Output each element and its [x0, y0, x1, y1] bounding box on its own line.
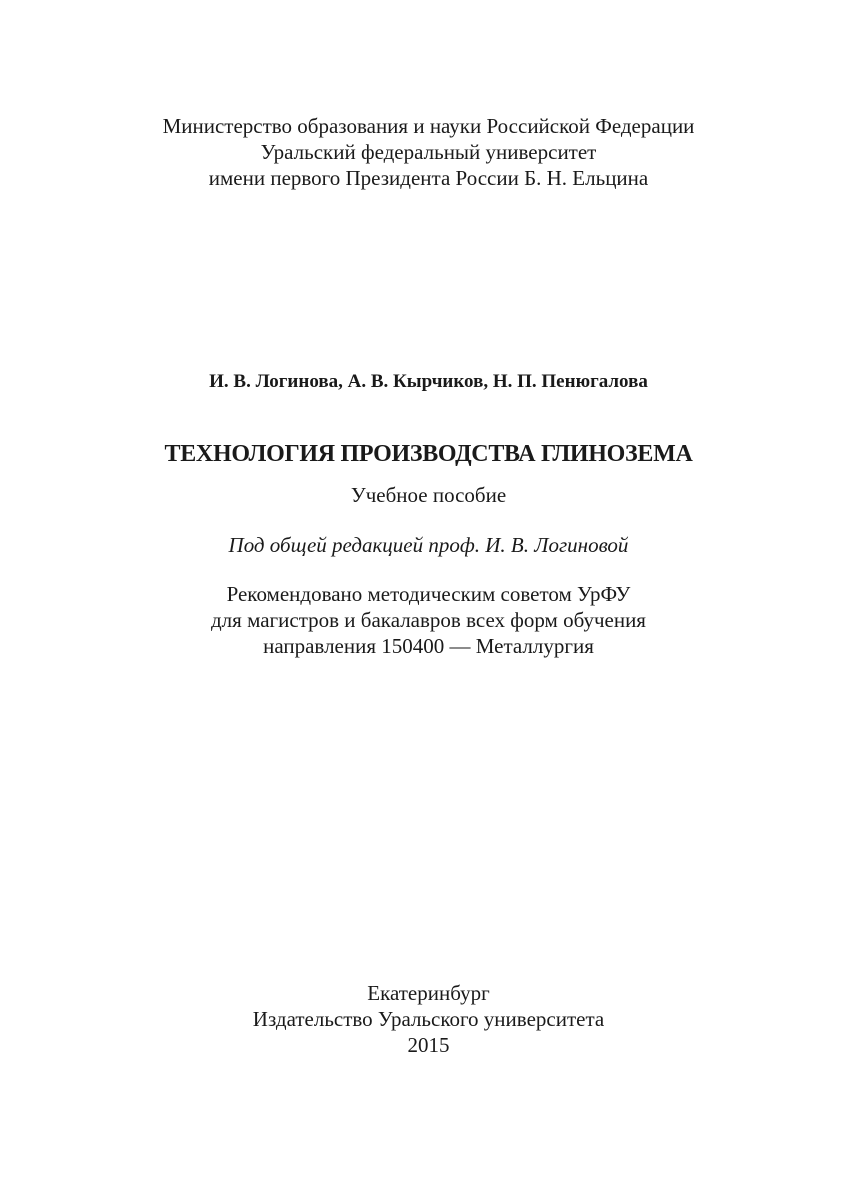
book-subtitle-text: Учебное пособие: [350, 483, 507, 507]
institution-header: [0, 113, 857, 191]
recommendation: [0, 581, 857, 659]
recommendation-line-3: направления 150400 — Металлургия: [263, 634, 594, 658]
recommendation-line-1: Рекомендовано методическим советом УрФУ: [226, 582, 631, 606]
imprint: [0, 980, 857, 1058]
editor-note-text: Под общей редакцией проф. И. В. Логиновой: [228, 533, 629, 557]
imprint-year: 2015: [407, 1033, 450, 1057]
ministry-line: Министерство образования и науки Российской Федерации: [162, 114, 695, 138]
book-title-text: ТЕХНОЛОГИЯ ПРОИЗВОДСТВА ГЛИНОЗЕМА: [164, 441, 693, 467]
authors: [0, 369, 857, 395]
recommendation-line-2: для магистров и бакалавров всех форм обучения: [211, 608, 646, 632]
book-subtitle: [0, 482, 857, 508]
book-title: [0, 439, 857, 469]
imprint-publisher: Издательство Уральского университета: [252, 1007, 605, 1031]
university-line: Уральский федеральный университет: [260, 140, 597, 164]
editor-note: [0, 532, 857, 558]
university-name-line: имени первого Президента России Б. Н. Ельцина: [208, 166, 649, 190]
imprint-city: Екатеринбург: [367, 981, 490, 1005]
authors-line: И. В. Логинова, А. В. Кырчиков, Н. П. Пенюгалова: [209, 371, 648, 392]
